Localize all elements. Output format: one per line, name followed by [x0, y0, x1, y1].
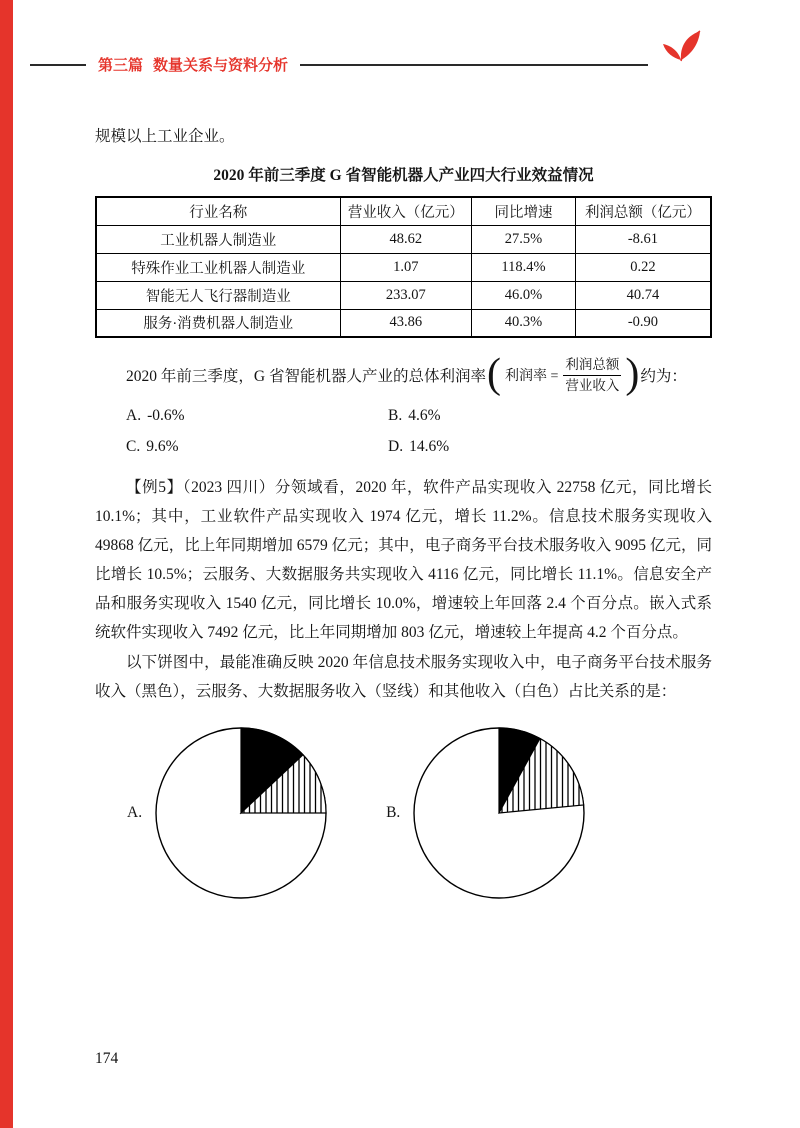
- pie-option-a: [127, 726, 328, 900]
- pie-label-a: A.: [127, 804, 143, 822]
- page-header: [30, 54, 648, 75]
- table-cell: 27.5%: [472, 225, 576, 253]
- option-b-value: 4.6%: [408, 407, 441, 425]
- table-title: 2020 年前三季度 G 省智能机器人产业四大行业效益情况: [213, 167, 594, 184]
- table-row: [96, 253, 711, 281]
- question-text-after: 约为：: [640, 368, 687, 386]
- leaf-icon: [658, 28, 704, 62]
- close-paren: ): [625, 351, 640, 398]
- question-text-before: 2020 年前三季度，G 省智能机器人产业的总体利润率: [126, 368, 486, 386]
- fraction-denominator: 营业收入: [565, 377, 620, 393]
- table-cell: 特殊作业工业机器人制造业: [96, 253, 340, 281]
- table-cell: 233.07: [340, 281, 472, 309]
- table-cell: 0.22: [575, 253, 711, 281]
- table-header-cell: 行业名称: [96, 197, 340, 225]
- formula-prefix: 利润率 =: [504, 369, 559, 385]
- header-rule-left: [30, 64, 86, 66]
- table-cell: 1.07: [340, 253, 472, 281]
- intro-text: 规模以上工业企业。: [95, 128, 235, 145]
- option-c-value: 9.6%: [146, 438, 179, 456]
- option-b: [388, 407, 712, 425]
- industry-table: [95, 196, 712, 338]
- section-title: 数量关系与资料分析: [153, 58, 289, 74]
- table-header-cell: 利润总额（亿元）: [575, 197, 711, 225]
- pie-chart-b: [412, 726, 586, 900]
- page-content: [95, 126, 712, 900]
- formula-body: [505, 356, 621, 394]
- table-cell: 40.74: [575, 281, 711, 309]
- header-rule-right: [300, 64, 648, 66]
- table-cell: -8.61: [575, 225, 711, 253]
- options-list: [95, 407, 712, 456]
- header-title: [98, 54, 288, 75]
- pie-option-b: [386, 726, 586, 900]
- table-header-cell: 同比增速: [472, 197, 576, 225]
- option-b-label: B.: [388, 407, 403, 425]
- table-cell: 43.86: [340, 309, 472, 337]
- pie-charts-row: [95, 726, 712, 900]
- table-header-cell: 营业收入（亿元）: [340, 197, 472, 225]
- table-cell: -0.90: [575, 309, 711, 337]
- example5-paragraph: 【例5】（2023 四川）分领域看，2020 年，软件产品实现收入 22758 亿元，同比增长 10.1%；其中，工业软件产品实现收入 1974 亿元，增长 11.2%。信息技术服务实现收入 49868 亿元，比上年同期增加 6579 亿元；其中，电子商务平台技术服务收入 9095 亿元，同比增长 10.5%；云服务、大数据服务共实现收入 4116 亿元，同比增长 11.1%。信息安全产品和服务实现收入 1540 亿元，同比增长 10.0%，增速较上年回落 2.4 个百分点。嵌入式系统软件实现收入 7492 亿元，比上年同期增加 803 亿元，增速较上年提高 4.2 个百分点。: [95, 479, 712, 642]
- profit-rate-formula: [486, 351, 640, 398]
- table-row: [96, 281, 711, 309]
- table-cell: 40.3%: [472, 309, 576, 337]
- question-text: [95, 351, 712, 398]
- page-number: 174: [95, 1050, 119, 1067]
- fraction-numerator: 利润总额: [563, 356, 621, 376]
- pie-question-paragraph: 以下饼图中，最能准确反映 2020 年信息技术服务实现收入中，电子商务平台技术服务收入（黑色），云服务、大数据服务收入（竖线）和其他收入（白色）占比关系的是：: [95, 654, 712, 701]
- section-label: 第三篇: [98, 58, 144, 74]
- table-cell: 智能无人飞行器制造业: [96, 281, 340, 309]
- open-paren: (: [486, 351, 501, 398]
- pie-label-b: B.: [386, 804, 401, 822]
- table-header-row: [96, 197, 711, 225]
- pie-chart-a: [154, 726, 328, 900]
- table-row: [96, 225, 711, 253]
- table-cell: 48.62: [340, 225, 472, 253]
- table-row: [96, 309, 711, 337]
- option-d-label: D.: [388, 438, 404, 456]
- option-d-value: 14.6%: [409, 438, 450, 456]
- red-accent-bar: [0, 0, 13, 1128]
- option-a: [126, 407, 388, 425]
- fraction: [563, 356, 621, 394]
- table-cell: 服务·消费机器人制造业: [96, 309, 340, 337]
- option-d: [388, 438, 712, 456]
- table-cell: 118.4%: [472, 253, 576, 281]
- option-a-value: -0.6%: [147, 407, 185, 425]
- table-cell: 工业机器人制造业: [96, 225, 340, 253]
- option-c-label: C.: [126, 438, 141, 456]
- option-a-label: A.: [126, 407, 142, 425]
- option-c: [126, 438, 388, 456]
- table-cell: 46.0%: [472, 281, 576, 309]
